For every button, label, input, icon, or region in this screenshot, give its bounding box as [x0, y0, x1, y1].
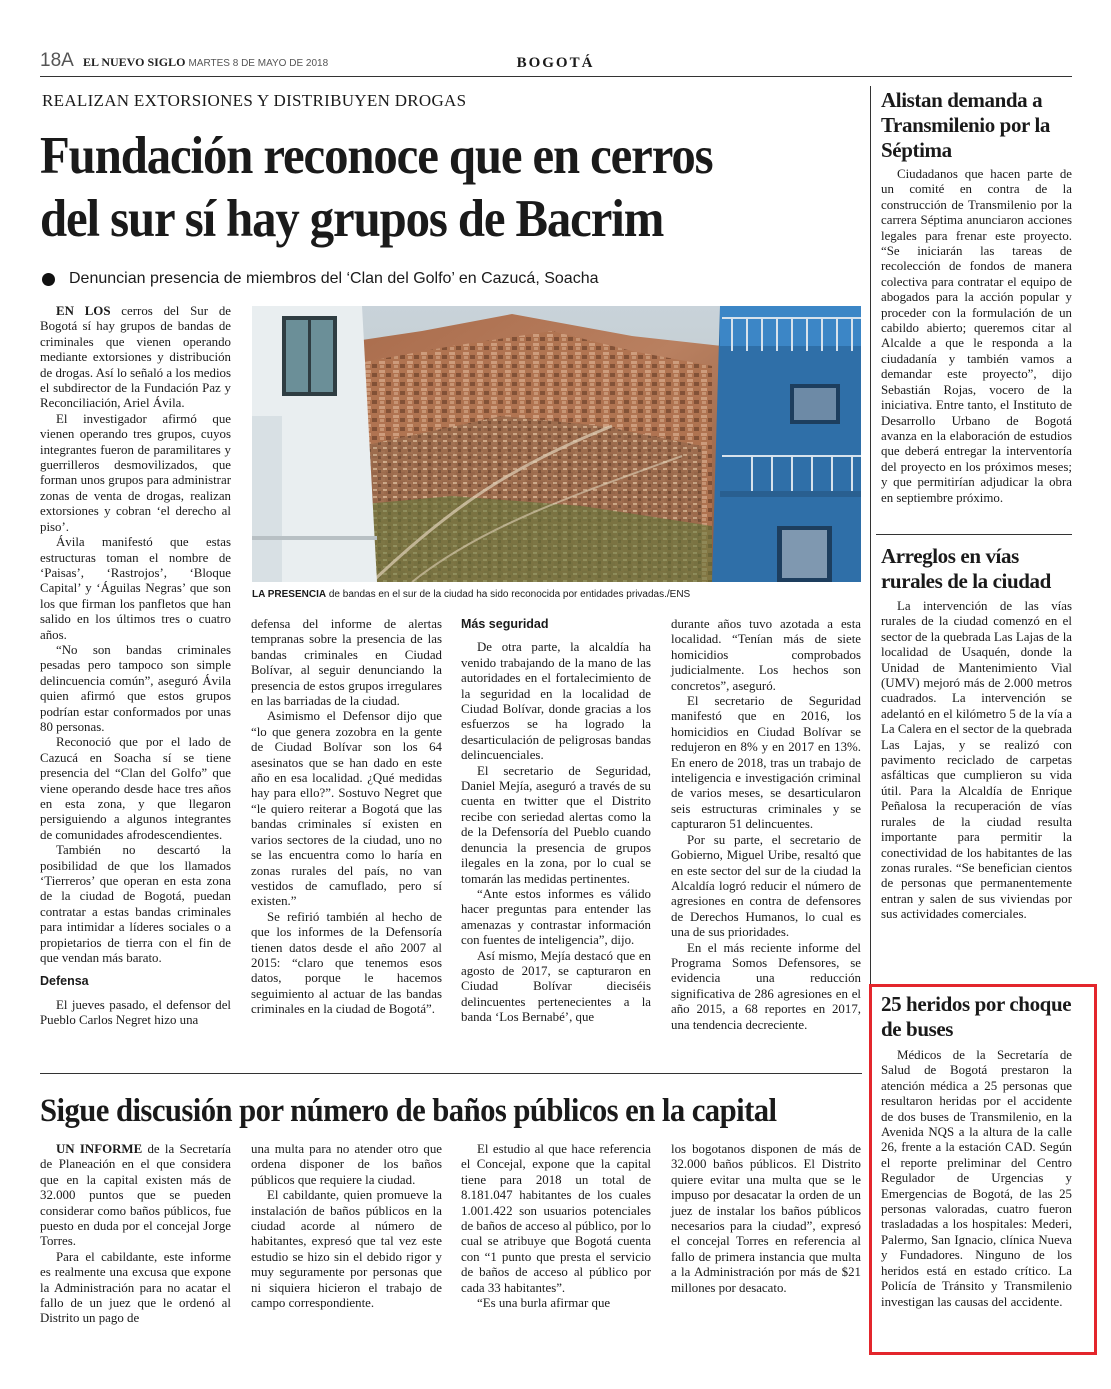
second-column-1 [40, 1142, 231, 1327]
paragraph: El cabildante, quien promueve la instalación de baños públicos en la ciudad acorde al número de habitantes, expresó que tal vez este estudio se hizo sin el debido rigor y muy seguramente por personas que ni siquiera hicieron el trabajo de campo correspondiente. [251, 1188, 442, 1311]
paragraph: El investigador afirmó que vienen operando tres grupos, cuyos integrantes fueron de paramilitares y guerrilleros desmovilizados, que forman unos grupos para administrar zonas de venta de drogas, realizan extorsiones y cobran ‘el derecho al piso’. [40, 411, 231, 534]
sidebar-headline-transmilenio: Alistan demanda a Transmilenio por la Séptima [881, 88, 1050, 162]
second-column-2 [251, 1142, 442, 1311]
paper-name: EL NUEVO SIGLO [83, 55, 186, 69]
paragraph: El jueves pasado, el defensor del Pueblo Carlos Negret hizo una [40, 997, 231, 1028]
bullet-icon [42, 273, 55, 286]
paragraph: de la Secretaría de Planeación en el que considera que en la capital existen más de 32.000 puntos que se pueden considerar como baños públicos, fue puesto en duda por el concejal Jorge Torres. [40, 1142, 231, 1249]
article-column-2 [251, 617, 442, 1018]
paragraph: Ávila manifestó que estas estructuras toman el nombre de ‘Paisas’, ‘Rastrojos’, ‘Bloque Capital’ y ‘Águilas Negras’ que son los que firman los panfletos que han salido en los últimos tres o cuatro años. [40, 535, 231, 642]
section-divider [40, 1073, 862, 1074]
paragraph: Por su parte, el secretario de Gobierno, Miguel Uribe, resaltó que en este sector del sur de la ciudad la Alcaldía logró reducir el número de agresiones en contra de defensores de Derechos Humanos, lo cual es una de sus prioridades. [671, 832, 861, 940]
issue-date: MARTES 8 DE MAYO DE 2018 [188, 58, 329, 69]
paragraph: los bogotanos disponen de más de 32.000 baños públicos. El Distrito quiere evitar una multa que se le impuso por desacatar la orden de un juez de instalar los baños públicos necesarios para la ciudad”, expresó el concejal Torres en referencia al fallo de primera instancia que multa a la Administración por más de $21 millones por desacato. [671, 1142, 861, 1295]
paragraph: “No son bandas criminales pesadas pero tampoco son simple delincuencia común”, aseguró Ávila quien afirmó que estos grupos podrían estar conformados por unas 80 personas. [40, 642, 231, 734]
hillside-neighborhood-photo [252, 306, 861, 582]
paragraph: cerros del Sur de Bogotá sí hay grupos de bandas de criminales que vienen operando mediante extorsiones y distribución de drogas. Así lo señaló a los medios el subdirector de la Fundación Paz y Reconciliación, Ariel Ávila. [40, 304, 231, 411]
sidebar-headline-vias: Arreglos en vías rurales de la ciudad [881, 544, 1051, 593]
subhead-mas-seguridad: Más seguridad [461, 617, 549, 631]
section-name: BOGOTÁ [516, 55, 595, 71]
header-rule [40, 76, 1072, 77]
lead-in: UN INFORME [56, 1142, 143, 1156]
paragraph: El secretario de Seguridad manifestó que en 2016, los homicidios en Ciudad Bolívar se redujeron en 8% y en 2017 en 13%. En enero de 2018, tras un trabajo de inteligencia e investigación criminal de varios meses, se desarticularon seis estructuras criminales y se capturaron 51 delincuentes. [671, 694, 861, 832]
article-headline [40, 125, 794, 251]
second-article-headline: Sigue discusión por número de baños públicos en la capital [40, 1093, 777, 1129]
article-subheadline [42, 270, 598, 288]
paragraph: Médicos de la Secretaría de Salud de Bogotá prestaron la atención médica a 25 personas que resultaron heridas por el accidente de dos buses de Transmilenio, en la Avenida NQS a la altura de la calle 26, frente a la estación CAD. Según el reporte preliminar del Centro Regulador de Urgencias y Emergencias de Bogotá, de las 25 personas valoradas, cuatro fueron trasladadas a los hospitales: Mederi, Palermo, San Ignacio, clínica Nueva y Fundadores. Ninguno de los heridos está en estado crítico. La Policía de Tránsito y Transmilenio investigan las causas del accidente. [881, 1048, 1072, 1309]
sidebar-body-heridos [881, 1048, 1072, 1310]
sidebar-body-vias [881, 599, 1072, 923]
sidebar-rule [876, 534, 1072, 535]
article-kicker: REALIZAN EXTORSIONES Y DISTRIBUYEN DROGAS [42, 91, 467, 110]
paragraph: una multa para no atender otro que ordena disponer de los baños públicos que requiere la ciudad. [251, 1142, 442, 1187]
photo-caption [252, 589, 862, 600]
paragraph: El secretario de Seguridad, Daniel Mejía, aseguró a través de su cuenta en twitter que el Distrito recibe con seriedad alertas como la de la Defensoría del Pueblo cuando denuncia la presencia de grupos ilegales en la zona, por lo cual se tomarán las medidas pertinentes. [461, 763, 651, 886]
article-column-1 [40, 304, 231, 1029]
paragraph: defensa del informe de alertas tempranas sobre la presencia de las bandas criminales en Ciudad Bolívar, al seguir denunciando la presencia de estos grupos irregulares en las barriadas de la ciudad. [251, 617, 442, 709]
article-column-3 [461, 617, 651, 1026]
paragraph: También no descartó la posibilidad de que los llamados ‘Tierreros’ que operan en esta zona de la ciudad de Bogotá, puedan contratar a estas bandas criminales para intimidar a líderes sociales o a propietarios de tierra con el fin de que vendan más barato. [40, 843, 231, 966]
second-column-4 [671, 1142, 861, 1296]
subheadline-text: Denuncian presencia de miembros del ‘Clan del Golfo’ en Cazucá, Soacha [69, 270, 599, 287]
paragraph: Reconoció que por el lado de Cazucá en Soacha sí se tiene presencia del “Clan del Golfo” que viene operando desde hace tres años en esta zona, y que llegaron persiguiendo a algunos integrantes de comunidades afrodescendientes. [40, 735, 231, 842]
lead-in: EN LOS [56, 304, 111, 318]
subhead-defensa: Defensa [40, 974, 89, 989]
paragraph: El estudio al que hace referencia el Concejal, expone que la capital tiene para 2018 un total de 8.181.047 habitantes de los cuales 1.001.422 son usuarios potenciales de baños de acceso al público, por lo cual se atribuye que Bogotá cuenta con “1 punto que presta el servicio de baños de acceso al público por cada 33 habitantes”. [461, 1142, 651, 1295]
caption-lead: LA PRESENCIA [252, 589, 327, 600]
paragraph: Asimismo el Defensor dijo que “lo que genera zozobra en la gente de Ciudad Bolívar son los 64 asesinatos que se han dado en este año en esa localidad. ¿Qué medidas hay para ello?”. Sostuvo Negret que “le quiero reiterar a Bogotá que las bandas criminales sí existen en varios sectores de la ciudad, uno no se las encuentra como lo haría en zonas rurales del país, no van vestidos de camuflado, pero sí existen.” [251, 709, 442, 909]
page-number: 18A [40, 50, 74, 71]
paragraph: En el más reciente informe del Programa Somos Defensores, se evidencia una reducción significativa de 286 agresiones en el año 2015, a 68 reportes en 2017, una tendencia decreciente. [671, 940, 861, 1032]
sidebar-headline-heridos: 25 heridos por choque de buses [881, 992, 1072, 1041]
headline-line-2: del sur sí hay grupos de Bacrim [40, 190, 664, 248]
paragraph: Se refirió también al hecho de que los informes de la Defensoría tienen datos desde el año 2007 al 2015: “claro que tenemos esos datos, porque le hacemos seguimiento al actuar de las bandas criminales en la ciudad de Bogotá”. [251, 909, 442, 1017]
caption-text: de bandas en el sur de la ciudad ha sido reconocida por entidades privadas./ENS [326, 589, 691, 600]
headline-line-1: Fundación reconoce que en cerros [40, 127, 713, 185]
paragraph: durante años tuvo azotada a esta localidad. “Tenían más de siete homicidios comprobados judicialmente. Los hechos son concretos”, aseguró. [671, 617, 861, 693]
paragraph: “Es una burla afirmar que [477, 1296, 611, 1311]
paragraph: “Ante estos informes es válido hacer preguntas para entender las amenazas y contrastar información con fuentes de inteligencia”, dijo. [461, 886, 651, 948]
sidebar-body-transmilenio [881, 167, 1072, 506]
paragraph: Así mismo, Mejía destacó que en agosto de 2017, se capturaron en Ciudad Bolívar dieciséis delincuentes pertenecientes a la banda ‘Los Bernabé’, que [461, 948, 651, 1025]
paragraph: De otra parte, la alcaldía ha venido trabajando de la mano de las autoridades en el fortalecimiento de la seguridad en la localidad de Ciudad Bolívar, donde gracias a los esfuerzos se ha logrado la desarticulación de peligrosas bandas delincuenciales. [461, 640, 651, 763]
article-column-4 [671, 617, 861, 1033]
paragraph: Para el cabildante, este informe es realmente una excusa que expone la Administración para no acatar el fallo de un juez que le ordenó al Distrito un pago de [40, 1249, 231, 1326]
paragraph: La intervención de las vías rurales de la ciudad comenzó en el sector de la quebrada Las Lajas de la localidad de Usaquén, donde la Unidad de Mantenimiento Vial (UMV) mejoró más de 2.000 metros cuadrados. La intervención se adelantó en el kilómetro 5 de la vía a La Calera en el sector de la quebrada Las Lajas, y se realizó con pavimento reciclado de carpetas asfálticas que cumplieron su vida útil. Para la Alcaldía de Enrique Peñalosa la recuperación de vías rurales de la ciudad resulta importante para permitir la conectividad de los habitantes de las zonas rurales. “Se benefician cientos de personas que permanentemente entran y salen de sus viviendas por sus actividades comerciales. [881, 599, 1072, 922]
paragraph: Ciudadanos que hacen parte de un comité en contra de la construcción de Transmilenio por la carrera Séptima anunciaron acciones legales para frenar este proyecto. “Se iniciarán las tareas de recolección de fondos de manera colectiva para contratar el equipo de abogados para la acción popular y proceder con la formulación de un cabildo abierto; queremos citar al Alcalde a que le responda a la ciudadanía y también vamos a demandar este proyecto”, dijo Sebastián Rojas, vocero de la iniciativa. Entre tanto, el Instituto de Desarrollo Urbano de Bogotá avanza en la elaboración de estudios que deberá entregar la interventoría del proyecto en los próximos meses; y que permitirían adjudicar la obra en septiembre próximo. [881, 167, 1072, 505]
second-column-3 [461, 1142, 651, 1311]
